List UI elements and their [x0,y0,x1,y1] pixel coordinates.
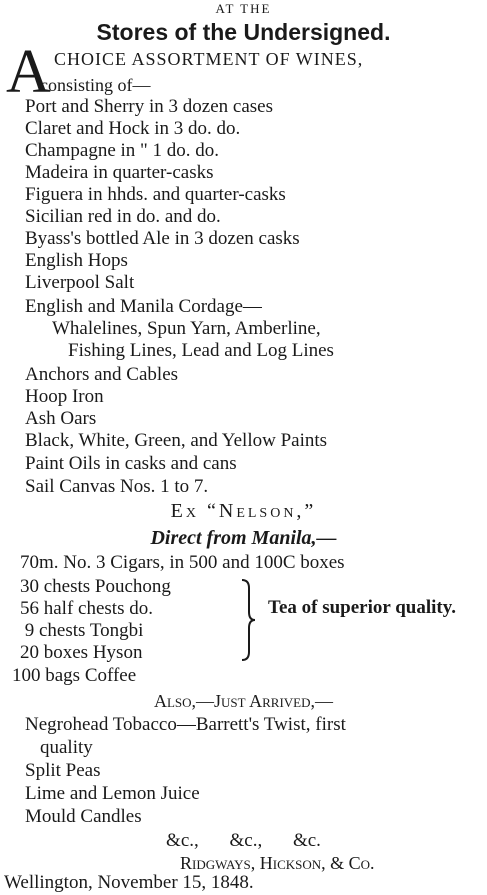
list-item: English Hops [25,250,128,271]
cigars-line: 70m. No. 3 Cigars, in 500 and 100C boxes [20,552,345,573]
at-the-heading: AT THE [215,1,272,16]
direct-from-manila: Direct from Manila,— [150,527,337,549]
also-item: Split Peas [25,760,101,781]
list-item: Anchors and Cables [25,364,179,385]
tea-list [20,576,171,664]
list-item: Whalelines, Spun Yarn, Amberline, [52,318,321,339]
list-item: Paint Oils in casks and cans [25,453,237,474]
list-item: Black, White, Green, and Yellow Paints [25,430,328,451]
list-item: Sicilian red in do. and do. [25,206,221,227]
also-item: Lime and Lemon Juice [25,783,200,804]
tea-item: 20 boxes Hyson [20,642,143,663]
list-item: Byass's bottled Ale in 3 dozen casks [25,228,300,249]
curly-brace-icon [239,578,257,662]
list-item: Hoop Iron [25,386,104,407]
list-item: Figuera in hhds. and quarter-casks [25,184,286,205]
also-item: Negrohead Tobacco—Barrett's Twist, first [25,714,346,735]
etc-line: &c., &c., &c. [166,830,321,851]
list-item: Claret and Hock in 3 do. do. [25,118,241,139]
tea-note: Tea of superior quality. [268,597,456,618]
consisting-line: consisting of— [40,75,151,95]
list-item: Ash Oars [25,408,97,429]
tea-item: 30 chests Pouchong [20,576,171,597]
tea-item: 9 chests Tongbi [20,620,144,641]
list-item: Sail Canvas Nos. 1 to 7. [25,476,209,497]
ex-nelson-heading: Ex “Nelson,” [170,500,317,522]
list-item: Liverpool Salt [25,272,135,293]
also-item: quality [40,737,93,758]
also-arrived-heading: Also,—Just Arrived,— [153,691,334,711]
list-item: English and Manila Cordage— [25,296,262,317]
list-item: Champagne in " 1 do. do. [25,140,220,161]
tea-item: 56 half chests do. [20,598,153,619]
list-item: Port and Sherry in 3 dozen cases [25,96,273,117]
ad-title: Stores of the Undersigned. [96,19,391,45]
signature: Ridgways, Hickson, & Co. [180,853,375,873]
dateline: Wellington, November 15, 1848. [4,872,254,893]
drop-cap: A [6,38,51,106]
list-item: Madeira in quarter-casks [25,162,214,183]
list-item: Fishing Lines, Lead and Log Lines [68,340,334,361]
coffee-line: 100 bags Coffee [12,665,137,686]
also-item: Mould Candles [25,806,142,827]
intro-line: CHOICE ASSORTMENT OF WINES, [54,49,364,69]
